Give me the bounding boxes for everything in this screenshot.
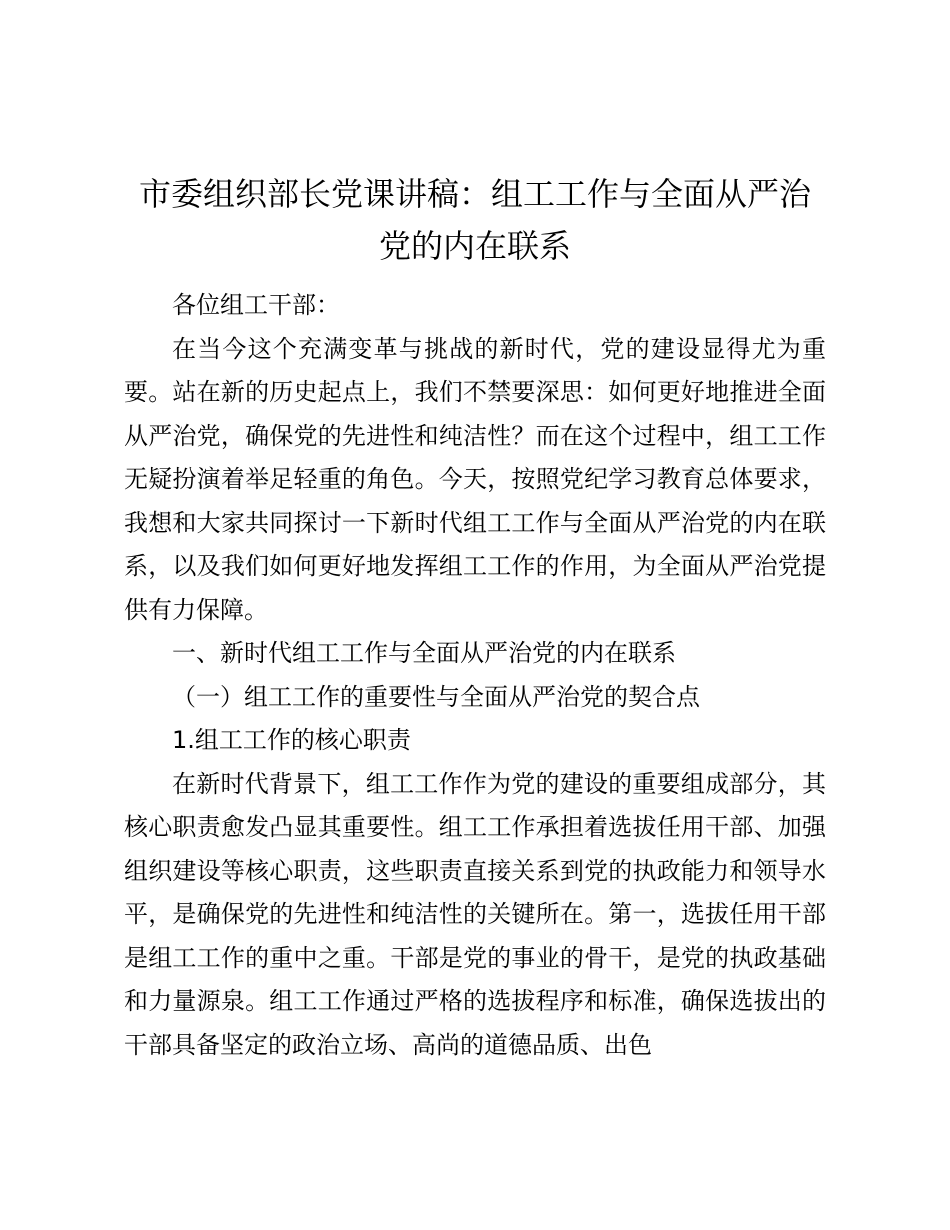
body-paragraph-1: 在新时代背景下，组工工作作为党的建设的重要组成部分，其核心职责愈发凸显其重要性。组工工作承担着选拔任用干部、加强组织建设等核心职责，这些职责直接关系到党的执政能力和领导水平，是确保党的先进性和纯洁性的关键所在。第一，选拔任用干部是组工工作的重中之重。干部是党的事业的骨干，是党的执政基础和力量源泉。组工工作通过严格的选拔程序和标准，确保选拔出的干部具备坚定的政治立场、高尚的道德品质、出色 <box>124 769 826 1059</box>
document-body <box>124 284 826 1067</box>
subsection-heading-1-1: （一）组工工作的重要性与全面从严治党的契合点 <box>172 682 700 711</box>
item-heading-1-1-1: 1.组工工作的核心职责 <box>172 726 411 754</box>
document-title: 市委组织部长党课讲稿：组工工作与全面从严治党的内在联系 <box>138 175 811 265</box>
intro-paragraph: 在当今这个充满变革与挑战的新时代，党的建设显得尤为重要。站在新的历史起点上，我们不禁要深思：如何更好地推进全面从严治党，确保党的先进性和纯洁性？而在这个过程中，组工工作无疑扮演着举足轻重的角色。今天，按照党纪学习教育总体要求，我想和大家共同探讨一下新时代组工工作与全面从严治党的内在联系，以及我们如何更好地发挥组工工作的作用，为全面从严治党提供有力保障。 <box>124 334 826 624</box>
salutation: 各位组工干部： <box>172 291 340 319</box>
section-heading-1: 一、新时代组工工作与全面从严治党的内在联系 <box>172 639 676 667</box>
